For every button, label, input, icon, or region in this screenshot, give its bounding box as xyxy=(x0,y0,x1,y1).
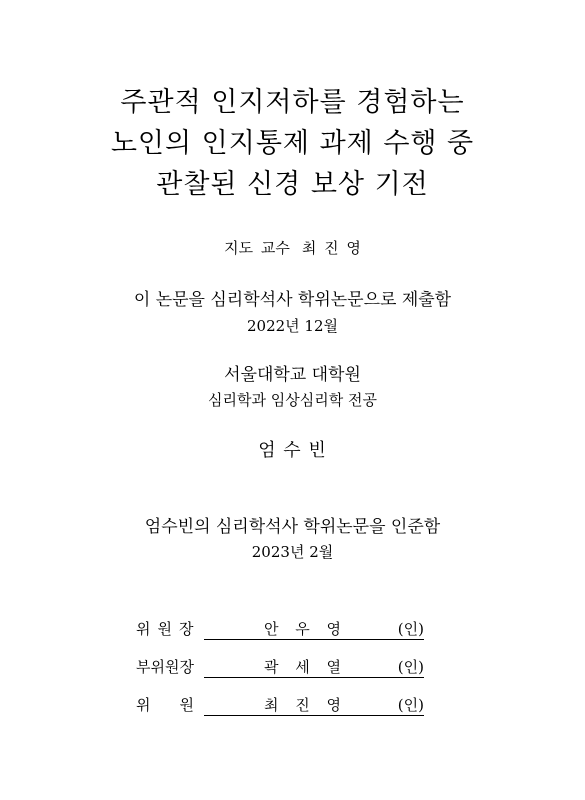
author-name: 엄 수 빈 xyxy=(258,440,327,461)
signature-line xyxy=(204,694,424,716)
committee-row-vice-chair xyxy=(136,656,436,680)
committee-role: 부위원장 xyxy=(136,658,194,676)
school-name: 서울대학교 대학원 xyxy=(224,365,361,385)
signature-line xyxy=(204,656,424,678)
committee-member-name: 최 진 영 xyxy=(264,696,348,714)
seal-mark: (인) xyxy=(397,620,424,638)
committee-role: 위원 xyxy=(136,696,223,714)
advisor-name: 최 진 영 xyxy=(301,239,361,257)
committee-row-member xyxy=(136,694,436,718)
thesis-title-line-1: 주관적 인지저하를 경험하는 xyxy=(120,87,465,118)
thesis-title-line-3: 관찰된 신경 보상 기전 xyxy=(156,169,429,200)
signature-line xyxy=(204,618,424,640)
advisor-label: 지도 교수 xyxy=(224,239,290,257)
seal-mark: (인) xyxy=(397,658,424,676)
submission-statement: 이 논문을 심리학석사 학위논문으로 제출함 xyxy=(133,290,452,310)
department-name: 심리학과 임상심리학 전공 xyxy=(208,391,377,409)
committee-row-chair xyxy=(136,618,436,642)
approval-date: 2023년 2월 xyxy=(251,543,334,561)
thesis-title-line-2: 노인의 인지통제 과제 수행 중 xyxy=(110,128,475,159)
approval-statement: 엄수빈의 심리학석사 학위논문을 인준함 xyxy=(144,517,441,537)
seal-mark: (인) xyxy=(397,696,424,714)
committee-role: 위원장 xyxy=(136,620,201,638)
committee-member-name: 안 우 영 xyxy=(264,620,348,638)
submission-date: 2022년 12월 xyxy=(246,317,338,335)
committee-member-name: 곽 세 열 xyxy=(264,658,348,676)
